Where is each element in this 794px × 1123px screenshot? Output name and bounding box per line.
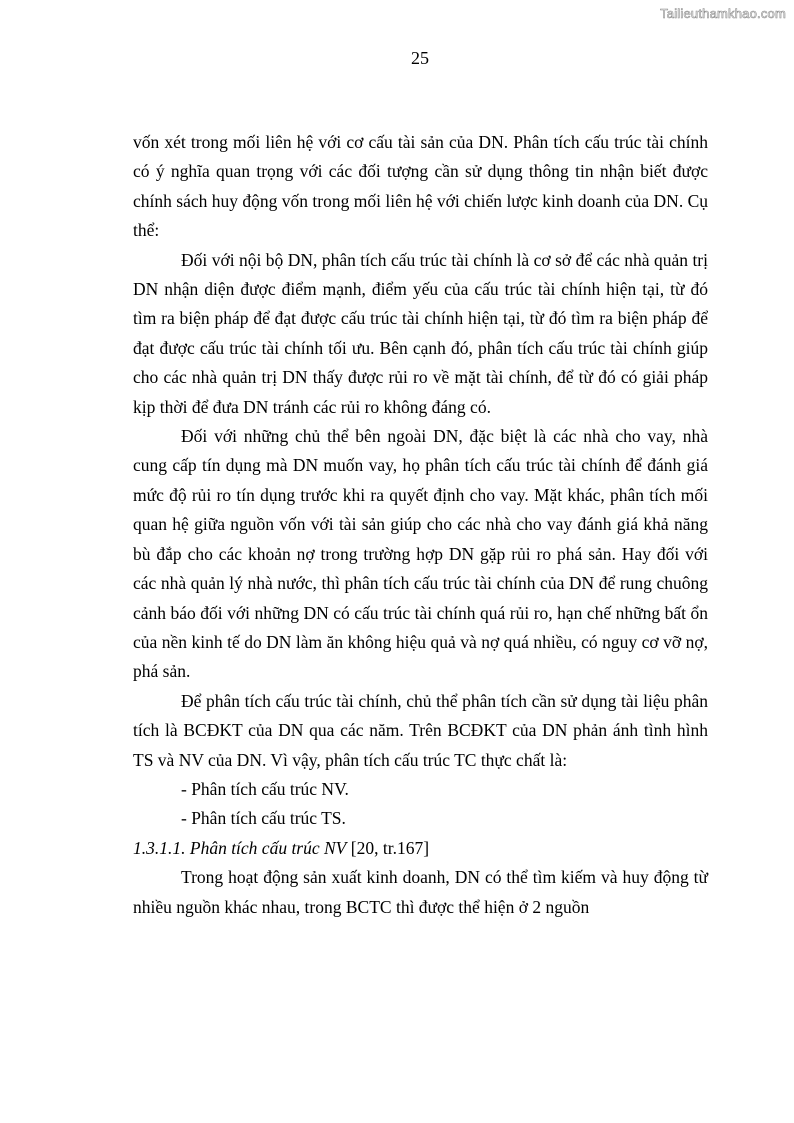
- document-body: [133, 128, 708, 922]
- section-heading: [133, 834, 708, 863]
- paragraph-method: Để phân tích cấu trúc tài chính, chủ thể phân tích cần sử dụng tài liệu phân tích là BCĐKT của DN qua các năm. Trên BCĐKT của DN phản ánh tình hình TS và NV của DN. Vì vậy, phân tích cấu trúc TC thực chất là:: [133, 690, 708, 770]
- section-heading-citation: [20, tr.167]: [346, 837, 430, 858]
- list-item: - Phân tích cấu trúc NV.: [181, 778, 349, 799]
- paragraph-internal: Đối với nội bộ DN, phân tích cấu trúc tài chính là cơ sở để các nhà quản trị DN nhận diện được điểm mạnh, điểm yếu của cấu trúc tài chính hiện tại, từ đó tìm ra biện pháp để đạt được cấu trúc tài chính hiện tại, từ đó tìm ra biện pháp để đạt được cấu trúc tài chính tối ưu. Bên cạnh đó, phân tích cấu trúc tài chính giúp cho các nhà quản trị DN thấy được rủi ro về mặt tài chính, để từ đó có giải pháp kịp thời để đưa DN tránh các rủi ro không đáng có.: [133, 249, 708, 417]
- paragraph-final: Trong hoạt động sản xuất kinh doanh, DN có thể tìm kiếm và huy động từ nhiều nguồn khác nhau, trong BCTC thì được thể hiện ở 2 nguồn: [133, 867, 708, 917]
- paragraph-intro: vốn xét trong mối liên hệ với cơ cấu tài sản của DN. Phân tích cấu trúc tài chính có ý nghĩa quan trọng với các đối tượng cần sử dụng thông tin nhận biết được chính sách huy động vốn trong mối liên hệ với chiến lược kinh doanh của DN. Cụ thể:: [133, 132, 708, 241]
- watermark: Tailieuthamkhao.com: [660, 6, 786, 21]
- section-heading-title: 1.3.1.1. Phân tích cấu trúc NV: [133, 837, 347, 858]
- paragraph-external: Đối với những chủ thể bên ngoài DN, đặc biệt là các nhà cho vay, nhà cung cấp tín dụng mà DN muốn vay, họ phân tích cấu trúc tài chính để đánh giá mức độ rủi ro tín dụng trước khi ra quyết định cho vay. Mặt khác, phân tích mối quan hệ giữa nguồn vốn với tài sản giúp cho các nhà cho vay đánh giá khả năng bù đắp cho các khoản nợ trong trường hợp DN gặp rủi ro phá sản. Hay đối với các nhà quản lý nhà nước, thì phân tích cấu trúc tài chính của DN để rung chuông cảnh báo đối với những DN có cấu trúc tài chính quá rủi ro, hạn chế những bất ổn của nền kinh tế do DN làm ăn không hiệu quả và nợ quá nhiều, có nguy cơ vỡ nợ, phá sản.: [133, 426, 708, 682]
- page-number: 25: [411, 48, 429, 68]
- list-item: - Phân tích cấu trúc TS.: [181, 808, 346, 829]
